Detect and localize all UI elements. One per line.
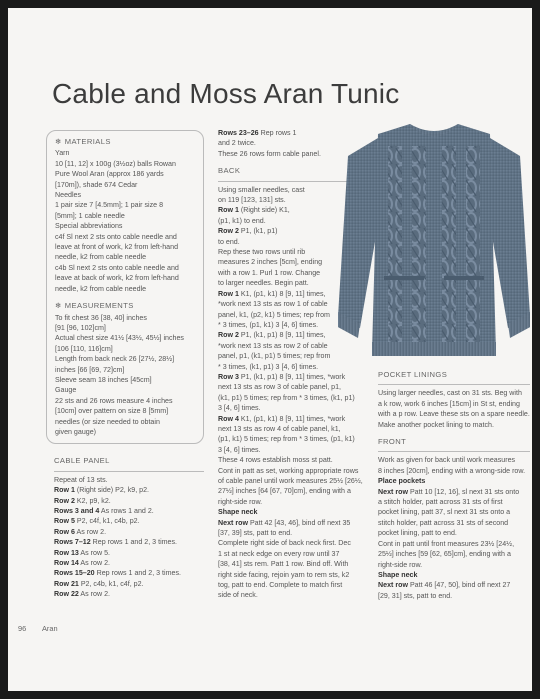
- instruction-line: [378, 549, 530, 559]
- instruction-text: right-side row.: [378, 560, 423, 569]
- instruction-text: As rows 1 and 2.: [99, 507, 154, 515]
- measurements-heading: ❄ MEASUREMENTS: [55, 301, 134, 311]
- instruction-text: 25½] inches [59 [62, 65]cm], ending with a: [378, 550, 511, 559]
- text-line: Sleeve seam 18 inches [45cm]: [55, 375, 152, 384]
- bold-label: Row 2: [54, 496, 75, 505]
- bold-label: Next row: [218, 518, 248, 527]
- instruction-line: [378, 528, 530, 538]
- text-line: leave at front of work, k2 from left-hand: [55, 243, 179, 252]
- instruction-text: Rep these two rows until rib: [218, 248, 306, 257]
- instruction-line: [218, 382, 368, 392]
- instruction-text: Cont in patt until front measures 23½ [24½,: [378, 539, 515, 548]
- left-column: [46, 130, 204, 600]
- instruction-text: stitch holder, patt across 31 sts of second: [378, 518, 509, 527]
- measurements-list: [55, 313, 195, 438]
- instruction-text: * 3 times, (k1, p1) 3 [4, 6] times.: [218, 362, 319, 371]
- instruction-text: *work next 13 sts as row 1 of cable: [218, 300, 328, 309]
- instruction-line: [54, 548, 204, 558]
- instruction-line: [218, 580, 368, 590]
- instruction-text: Make another pocket lining to match.: [378, 420, 494, 429]
- instruction-text: Rep rows 1: [258, 129, 297, 137]
- text-line: Pure Wool Aran (approx 186 yards: [55, 170, 164, 179]
- instruction-text: 1 st at neck edge on every row until 37: [218, 549, 340, 558]
- bold-label: Row 1: [218, 206, 239, 215]
- instruction-text: Cont in patt as set, working appropriate rows: [218, 466, 359, 475]
- materials-box: [46, 130, 204, 444]
- instruction-text: Using smaller needles, cast: [218, 185, 305, 194]
- instruction-line: [218, 518, 368, 528]
- instruction-text: Complete right side of back neck first. Dec: [218, 539, 351, 548]
- instruction-line: [378, 560, 530, 570]
- instruction-text: P1, (k1, p1): [238, 227, 278, 236]
- instruction-line: [378, 487, 530, 497]
- bold-label: Place pockets: [378, 477, 426, 486]
- instruction-text: Using larger needles, cast on 31 sts. Beg with: [378, 389, 522, 398]
- instruction-text: and 2 twice.: [218, 139, 256, 148]
- instruction-text: Patt 42 [43, 46], bind off next 35: [247, 518, 351, 527]
- instruction-text: Patt 10 [12, 16], sl next 31 sts onto: [407, 487, 520, 496]
- instruction-line: [218, 403, 368, 413]
- text-line: c4f Sl next 2 sts onto cable needle and: [55, 232, 177, 241]
- instruction-text: K2, p9, k2.: [74, 496, 111, 505]
- page-title: Cable and Moss Aran Tunic: [52, 78, 400, 109]
- text-line: given gauge): [55, 427, 97, 436]
- instruction-text: As row 5.: [78, 548, 110, 557]
- front-instructions: [378, 455, 530, 601]
- divider: [54, 471, 204, 472]
- instruction-line: [378, 399, 530, 409]
- instruction-text: [29, 31] sts, patt to end.: [378, 591, 453, 600]
- instruction-text: P1, (k1, p1) 8 [9, 11] times,: [238, 331, 326, 340]
- instruction-line: [218, 507, 368, 517]
- instruction-text: These 26 rows form cable panel.: [218, 149, 321, 158]
- instruction-text: panel, k1, (p2, k1) 5 times; rep from: [218, 310, 330, 319]
- instruction-line: [378, 388, 530, 398]
- instruction-line: [54, 516, 204, 526]
- instruction-text: Work as given for back until work measures: [378, 456, 516, 465]
- bold-label: Row 21: [54, 579, 79, 588]
- bold-label: Row 6: [54, 527, 75, 536]
- instruction-line: [378, 420, 530, 430]
- instruction-line: [378, 507, 530, 517]
- instruction-line: [54, 527, 204, 537]
- instruction-text: Repeat of 13 sts.: [54, 475, 108, 484]
- instruction-text: pocket lining, patt 37, sl next 31 sts onto a: [378, 508, 511, 517]
- instruction-line: [54, 485, 204, 495]
- instruction-text: Rep rows 1 and 2, 3 times.: [90, 538, 178, 547]
- bold-label: Next row: [378, 487, 408, 496]
- instruction-line: [218, 424, 368, 434]
- instruction-text: with a row 1. Purl 1 row. Change: [218, 268, 321, 277]
- snowflake-icon: ❄: [55, 137, 62, 146]
- instruction-line: [54, 568, 204, 578]
- instruction-line: [218, 590, 368, 600]
- bold-label: Row 22: [54, 590, 79, 599]
- text-line: [91 [96, 102]cm]: [55, 323, 106, 332]
- instruction-line: [218, 476, 368, 486]
- instruction-text: P1, (k1, p1) 8 [9, 11] times, *work: [238, 372, 346, 381]
- instruction-text: (k1, p1) 5 times; rep from * 3 times, (k1, p1): [218, 393, 355, 402]
- right-column: [378, 370, 530, 601]
- instruction-line: [378, 466, 530, 476]
- divider: [378, 451, 530, 452]
- instruction-line: [218, 486, 368, 496]
- text-line: needles (or size needed to obtain: [55, 417, 160, 426]
- bold-label: Row 13: [54, 548, 79, 557]
- back-heading: BACK: [218, 166, 241, 176]
- instruction-text: panel, p1, (k1, p1) 5 times; rep from: [218, 352, 331, 361]
- instruction-line: [378, 591, 530, 601]
- instruction-text: a k row, work 6 inches [15cm] in St st, ending: [378, 399, 520, 408]
- instruction-line: [218, 455, 368, 465]
- instruction-text: tog, patt to end. Complete to match first: [218, 581, 343, 590]
- instruction-text: right-side row.: [218, 497, 263, 506]
- instruction-text: (p1, k1) to end.: [218, 216, 266, 225]
- instruction-text: to end.: [218, 237, 240, 246]
- instruction-line: [218, 549, 368, 559]
- instruction-text: a stitch holder, patt across 31 sts of first: [378, 498, 503, 507]
- text-line: Yarn: [55, 149, 70, 158]
- instruction-text: (p1, k1) 5 times; rep from * 3 times, (p1, k1): [218, 435, 355, 444]
- instruction-line: [218, 372, 368, 382]
- bold-label: Rows 23–26: [218, 129, 259, 137]
- instruction-line: [378, 409, 530, 419]
- text-line: Special abbreviations: [55, 222, 123, 231]
- bold-label: Row 1: [54, 486, 75, 495]
- bold-label: Shape neck: [218, 508, 258, 517]
- instruction-line: [218, 497, 368, 507]
- pocket-linings-instructions: [378, 388, 530, 430]
- instruction-line: [218, 466, 368, 476]
- text-line: [106 [110, 116]cm]: [55, 344, 113, 353]
- bold-label: Row 3: [218, 372, 239, 381]
- instruction-text: P2, c4b, k1, c4f, p2.: [78, 579, 144, 588]
- instruction-text: These 4 rows establish moss st patt.: [218, 456, 333, 465]
- bold-label: Rows 15–20: [54, 569, 95, 578]
- bold-label: Next row: [378, 581, 408, 590]
- instruction-line: [378, 518, 530, 528]
- instruction-line: [378, 497, 530, 507]
- instruction-text: with a p row. Leave these sts on a spare needle.: [378, 410, 530, 419]
- text-line: 1 pair size 7 [4.5mm]; 1 pair size 8: [55, 201, 164, 210]
- instruction-text: side of neck.: [218, 591, 258, 600]
- instruction-line: [218, 445, 368, 455]
- divider: [378, 384, 530, 385]
- instruction-text: Rep rows 1 and 2, 3 times.: [94, 569, 181, 578]
- text-line: [10cm] over pattern on size 8 [5mm]: [55, 407, 169, 416]
- text-line: c4b Sl next 2 sts onto cable needle and: [55, 263, 179, 272]
- cable-panel-rows: [54, 475, 204, 600]
- instruction-text: measures 2 inches [5cm], ending: [218, 258, 323, 267]
- text-line: 22 sts and 26 rows measure 4 inches: [55, 396, 173, 405]
- text-line: [5mm]; 1 cable needle: [55, 211, 125, 220]
- cable-panel-section: [46, 456, 204, 599]
- instruction-line: [54, 506, 204, 516]
- bold-label: Rows 7–12: [54, 538, 91, 547]
- instruction-line: [54, 579, 204, 589]
- text-line: leave at back of work, k2 from left-hand: [55, 274, 179, 283]
- text-line: Gauge: [55, 386, 77, 395]
- bold-label: Row 2: [218, 331, 239, 340]
- text-line: needle, k2 from cable needle: [55, 253, 147, 262]
- instruction-line: [54, 589, 204, 599]
- page-number: 96: [18, 624, 27, 633]
- instruction-line: [218, 393, 368, 403]
- instruction-text: 27½] inches [64 [67, 70]cm], ending with a: [218, 487, 351, 496]
- bold-label: Row 1: [218, 289, 239, 298]
- bold-label: Shape neck: [378, 570, 418, 579]
- text-line: Length from back neck 26 [27½, 28½]: [55, 355, 175, 364]
- instruction-text: 3 [4, 6] times.: [218, 445, 261, 454]
- instruction-line: [54, 537, 204, 547]
- instruction-text: pocket lining, patt to end.: [378, 529, 457, 538]
- instruction-line: [54, 475, 204, 485]
- instruction-text: P2, c4f, k1, c4b, p2.: [74, 517, 140, 526]
- instruction-text: on 119 [123, 131] sts.: [218, 196, 286, 205]
- instruction-line: [54, 496, 204, 506]
- text-line: Needles: [55, 191, 82, 200]
- instruction-line: [378, 570, 530, 580]
- text-line: needle, k2 from cable needle: [55, 284, 147, 293]
- instruction-line: [218, 528, 368, 538]
- bold-label: Rows 3 and 4: [54, 507, 100, 515]
- instruction-line: [218, 570, 368, 580]
- front-heading: FRONT: [378, 437, 407, 447]
- instruction-text: (Right side) P2, k9, p2.: [74, 486, 150, 495]
- page: [8, 8, 532, 691]
- instruction-text: 3 [4, 6] times.: [218, 404, 261, 413]
- instruction-text: (Right side) K1,: [238, 206, 290, 215]
- instruction-text: As row 2.: [78, 559, 110, 568]
- section-name: Aran: [42, 624, 58, 633]
- instruction-line: [218, 538, 368, 548]
- sweater-photo: [338, 116, 530, 368]
- instruction-line: [378, 476, 530, 486]
- instruction-text: next 13 sts as row 3 of cable panel, p1,: [218, 383, 342, 392]
- text-line: [170m]), shade 674 Cedar: [55, 180, 138, 189]
- pocket-linings-heading: POCKET LININGS: [378, 370, 448, 379]
- text-line: inches [66 [69, 72]cm]: [55, 365, 125, 374]
- materials-list: [55, 148, 195, 294]
- instruction-text: Patt 46 [47, 50], bind off next 27: [407, 581, 511, 590]
- text-line: To fit chest 36 [38, 40] inches: [55, 313, 147, 322]
- instruction-text: 8 inches [20cm], ending with a wrong-side row.: [378, 466, 526, 475]
- instruction-text: next 13 sts as row 4 of cable panel, k1,: [218, 424, 341, 433]
- instruction-text: K1, (p1, k1) 8 [9, 11] times, *work: [238, 414, 346, 423]
- bold-label: Row 2: [218, 227, 239, 236]
- instruction-text: * 3 times, (p1, k1) 3 [4, 6] times.: [218, 320, 319, 329]
- instruction-text: As row 2.: [74, 527, 107, 536]
- instruction-text: right side facing, rejoin yarn to rem sts, k2: [218, 570, 350, 579]
- bold-label: Row 5: [54, 517, 75, 526]
- instruction-text: [38, 41] sts rem. Patt 1 row. Bind off. With: [218, 560, 349, 569]
- instruction-text: As row 2.: [78, 590, 110, 599]
- instruction-text: [37, 39] sts, patt to end.: [218, 529, 293, 538]
- instruction-line: [54, 558, 204, 568]
- instruction-text: K1, (p1, k1) 8 [9, 11] times,: [238, 289, 326, 298]
- snowflake-icon: ❄: [55, 301, 62, 311]
- instruction-line: [378, 455, 530, 465]
- cable-panel-heading: CABLE PANEL: [54, 456, 110, 466]
- instruction-line: [218, 434, 368, 444]
- text-line: 10 [11, 12] x 100g (3½oz) balls Rowan: [55, 159, 176, 168]
- instruction-text: *work next 13 sts as row 2 of cable: [218, 341, 328, 350]
- instruction-line: [378, 539, 530, 549]
- instruction-text: to larger needles. Begin patt.: [218, 279, 309, 288]
- instruction-line: [218, 559, 368, 569]
- bold-label: Row 14: [54, 559, 79, 568]
- instruction-line: [378, 580, 530, 590]
- text-line: Actual chest size 41½ [43½, 45½] inches: [55, 334, 184, 343]
- materials-heading: ❄ MATERIALS: [55, 137, 111, 146]
- bold-label: Row 4: [218, 414, 239, 423]
- instruction-text: of cable panel until work measures 25½ [26½,: [218, 477, 363, 485]
- instruction-line: [218, 414, 368, 424]
